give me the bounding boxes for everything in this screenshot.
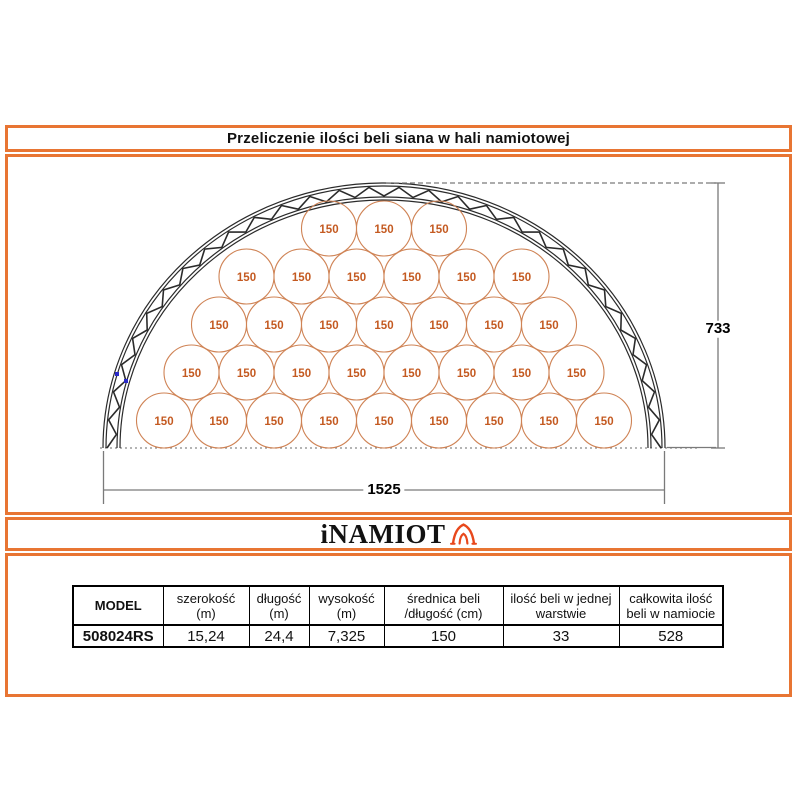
header-model: MODEL	[73, 586, 163, 625]
cell-model: 508024RS	[73, 625, 163, 647]
header-width: szerokość (m)	[163, 586, 249, 625]
svg-text:150: 150	[209, 320, 229, 332]
svg-text:150: 150	[456, 272, 477, 284]
tent-arch-icon	[450, 522, 477, 546]
header-height: wysokość (m)	[309, 586, 384, 625]
cell-width: 15,24	[163, 625, 249, 647]
cell-total-bales: 528	[619, 625, 723, 647]
cell-bales-per-layer: 33	[503, 625, 619, 647]
svg-text:150: 150	[346, 368, 367, 380]
svg-text:150: 150	[429, 416, 449, 428]
page-title: Przeliczenie ilości beli siana w hali namiotowej	[226, 130, 571, 147]
svg-text:150: 150	[209, 416, 229, 428]
brand-name: iNAMIOT	[320, 518, 446, 549]
table-header-row	[73, 586, 723, 625]
svg-text:150: 150	[264, 320, 284, 332]
header-length: długość (m)	[249, 586, 309, 625]
svg-text:150: 150	[484, 320, 504, 332]
svg-text:150: 150	[484, 416, 504, 428]
svg-text:150: 150	[181, 368, 202, 380]
spec-table	[72, 585, 724, 648]
svg-text:150: 150	[429, 320, 449, 332]
svg-text:150: 150	[319, 224, 339, 236]
svg-text:150: 150	[346, 272, 367, 284]
svg-text:150: 150	[291, 272, 312, 284]
brand-bar	[5, 517, 792, 551]
svg-text:150: 150	[374, 416, 394, 428]
svg-text:150: 150	[511, 368, 532, 380]
header-bales-per-layer: ilość beli w jednej warstwie	[503, 586, 619, 625]
svg-text:150: 150	[154, 416, 174, 428]
svg-text:150: 150	[429, 224, 449, 236]
svg-text:150: 150	[319, 416, 339, 428]
svg-text:150: 150	[539, 416, 559, 428]
svg-text:150: 150	[511, 272, 532, 284]
svg-text:150: 150	[401, 272, 422, 284]
svg-text:150: 150	[236, 368, 257, 380]
header-bale-diameter: średnica beli /długość (cm)	[384, 586, 503, 625]
svg-text:150: 150	[566, 368, 587, 380]
cell-bale-diameter: 150	[384, 625, 503, 647]
svg-text:150: 150	[539, 320, 559, 332]
header-total-bales: całkowita ilość beli w namiocie	[619, 586, 723, 625]
svg-text:150: 150	[236, 272, 257, 284]
width-dimension-label: 1525	[363, 482, 404, 499]
svg-text:150: 150	[319, 320, 339, 332]
table-data-row	[73, 625, 723, 647]
svg-text:150: 150	[374, 320, 394, 332]
svg-text:150: 150	[401, 368, 422, 380]
svg-text:150: 150	[264, 416, 284, 428]
svg-text:150: 150	[291, 368, 312, 380]
cell-height: 7,325	[309, 625, 384, 647]
svg-text:150: 150	[456, 368, 477, 380]
height-dimension-label: 733	[701, 321, 734, 338]
svg-text:150: 150	[374, 224, 394, 236]
cell-length: 24,4	[249, 625, 309, 647]
svg-text:150: 150	[594, 416, 614, 428]
